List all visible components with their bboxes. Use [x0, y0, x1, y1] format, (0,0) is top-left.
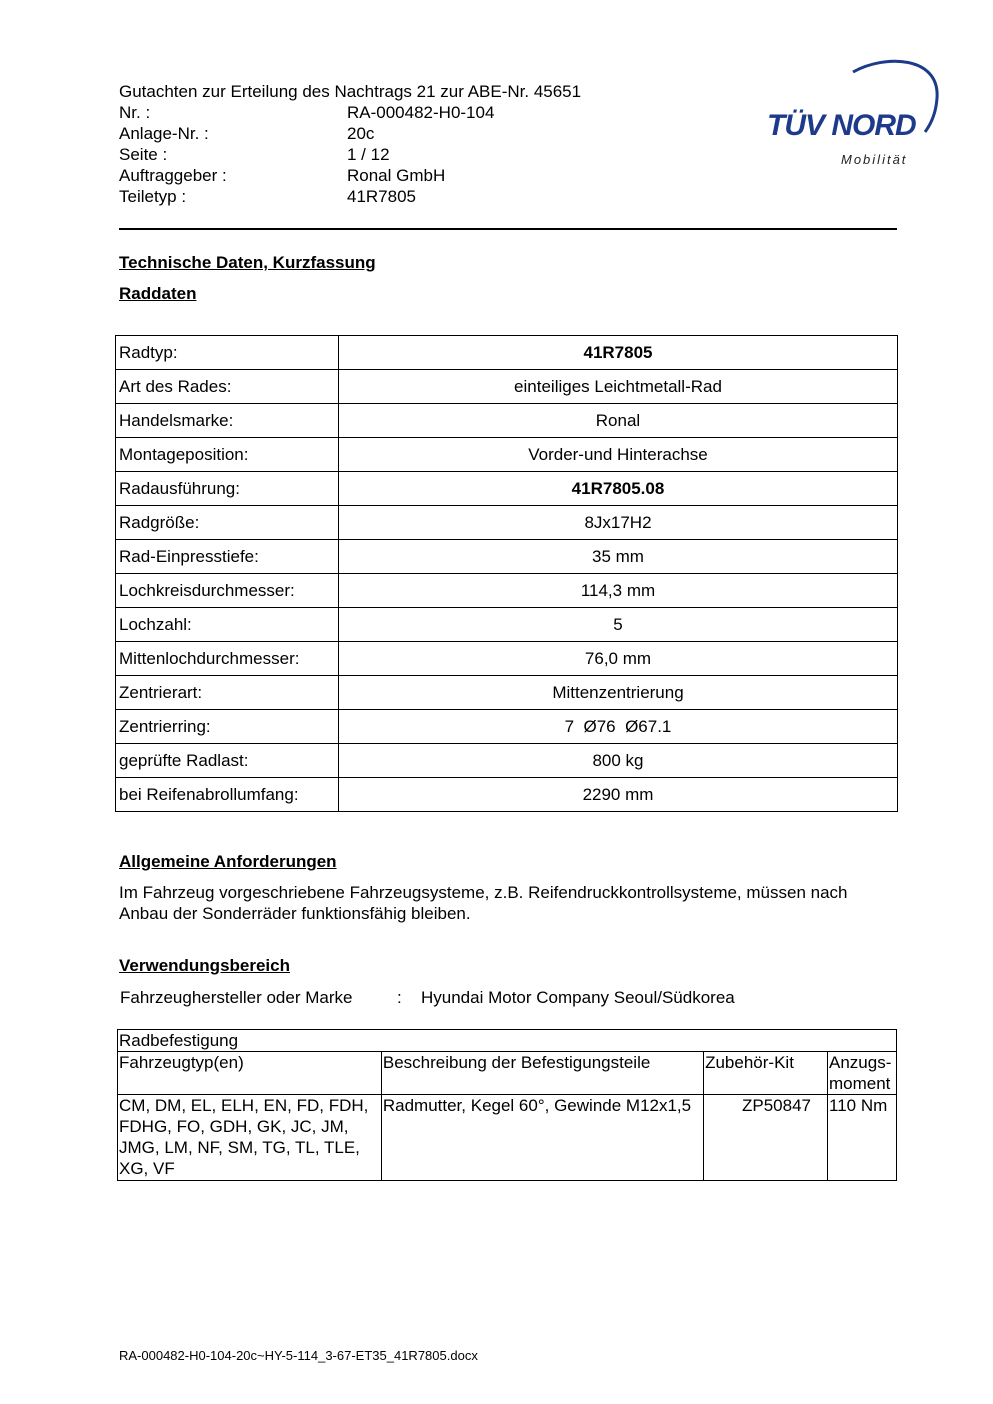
header-row-nr: [119, 102, 494, 123]
header-divider: [119, 228, 897, 230]
header-value: 41R7805: [347, 187, 417, 206]
row-value: 41R7805.08: [339, 472, 898, 506]
table-row: [116, 370, 898, 404]
table-row: [116, 676, 898, 710]
table-row: [116, 336, 898, 370]
zubehoer-kit-cell: ZP50847: [704, 1095, 828, 1181]
column-header: Fahrzeugtyp(en): [118, 1052, 382, 1095]
hersteller-label: Fahrzeughersteller oder Marke: [120, 988, 353, 1007]
section-heading-allgemein: Allgemeine Anforderungen: [119, 852, 337, 871]
table-row: [116, 438, 898, 472]
table-row: [116, 506, 898, 540]
column-header: Zubehör-Kit: [704, 1052, 828, 1095]
header-value: Ronal GmbH: [347, 166, 446, 185]
row-label: Rad-Einpresstiefe:: [116, 540, 339, 574]
header-label: Auftraggeber :: [119, 166, 227, 185]
fahrzeugtypen-cell: CM, DM, EL, ELH, EN, FD, FDH, FDHG, FO, GDH, GK, JC, JM, JMG, LM, NF, SM, TG, TL, TLE, XG, VF: [118, 1095, 382, 1181]
header-label: Teiletyp :: [119, 187, 187, 206]
header-row-anlage: [119, 123, 494, 144]
row-value: 800 kg: [339, 744, 898, 778]
header-value: RA-000482-H0-104: [347, 103, 495, 122]
header-info: [119, 102, 494, 207]
tuv-nord-logo: [765, 58, 945, 173]
row-value: 2290 mm: [339, 778, 898, 812]
table-row: [116, 472, 898, 506]
allgemein-paragraph: Im Fahrzeug vorgeschriebene Fahrzeugsysteme, z.B. Reifendruckkontrollsysteme, müssen nach Anbau der Sonderräder funktionsfähig bleiben.: [119, 883, 848, 923]
header-row-teiletyp: [119, 186, 494, 207]
table-row: [116, 778, 898, 812]
header-value: 1 / 12: [347, 145, 390, 164]
table-row: [116, 540, 898, 574]
row-value: 76,0 mm: [339, 642, 898, 676]
row-value: Ronal: [339, 404, 898, 438]
header-row-auftraggeber: [119, 165, 494, 186]
radbefestigung-table: [117, 1029, 897, 1181]
row-value: 7 Ø76 Ø67.1: [339, 710, 898, 744]
table-header-row: [118, 1052, 897, 1095]
document-title: Gutachten zur Erteilung des Nachtrags 21 zur ABE-Nr. 45651: [119, 82, 582, 101]
row-label: Lochkreisdurchmesser:: [116, 574, 339, 608]
row-label: Lochzahl:: [116, 608, 339, 642]
section-heading-verwendung: Verwendungsbereich: [119, 956, 290, 975]
section-heading-raddaten: Raddaten: [119, 284, 197, 303]
row-value: Vorder-und Hinterachse: [339, 438, 898, 472]
row-label: Radgröße:: [116, 506, 339, 540]
table-row: [116, 744, 898, 778]
row-value: 8Jx17H2: [339, 506, 898, 540]
row-label: geprüfte Radlast:: [116, 744, 339, 778]
row-label: Art des Rades:: [116, 370, 339, 404]
column-header-text: Anzugs-moment: [829, 1053, 892, 1093]
column-header: Beschreibung der Befestigungsteile: [381, 1052, 703, 1095]
row-value: 41R7805: [339, 336, 898, 370]
logo-subtitle: Mobilität: [841, 152, 908, 167]
row-label: Handelsmarke:: [116, 404, 339, 438]
footer-filename: RA-000482-H0-104-20c~HY-5-114_3-67-ET35_41R7805.docx: [119, 1348, 478, 1363]
row-label: Zentrierring:: [116, 710, 339, 744]
table-row: [118, 1095, 897, 1181]
row-label: Radausführung:: [116, 472, 339, 506]
logo-graphic: [765, 58, 945, 153]
hersteller-separator: :: [397, 988, 402, 1007]
anzugsmoment-cell: 110 Nm: [828, 1095, 897, 1181]
header-label: Seite :: [119, 145, 168, 164]
header-row-seite: [119, 144, 494, 165]
header-value: 20c: [347, 124, 375, 143]
row-label: Zentrierart:: [116, 676, 339, 710]
hersteller-row: [120, 987, 735, 1008]
table-row: [116, 710, 898, 744]
row-label: Radtyp:: [116, 336, 339, 370]
row-label: bei Reifenabrollumfang:: [116, 778, 339, 812]
row-value: 5: [339, 608, 898, 642]
table-title: Radbefestigung: [118, 1030, 897, 1052]
table-title-row: [118, 1030, 897, 1052]
raddaten-table: [115, 335, 898, 812]
column-header: [828, 1052, 897, 1095]
row-value: Mittenzentrierung: [339, 676, 898, 710]
row-value: einteiliges Leichtmetall-Rad: [339, 370, 898, 404]
row-label: Mittenlochdurchmesser:: [116, 642, 339, 676]
beschreibung-cell: Radmutter, Kegel 60°, Gewinde M12x1,5: [381, 1095, 703, 1181]
hersteller-value: Hyundai Motor Company Seoul/Südkorea: [421, 988, 735, 1007]
table-row: [116, 642, 898, 676]
header-label: Nr. :: [119, 103, 151, 122]
row-label: Montageposition:: [116, 438, 339, 472]
row-value: 35 mm: [339, 540, 898, 574]
row-value: 114,3 mm: [339, 574, 898, 608]
logo-brand-text: TÜV NORD: [767, 109, 916, 142]
table-row: [116, 404, 898, 438]
table-row: [116, 574, 898, 608]
table-row: [116, 608, 898, 642]
header-label: Anlage-Nr. :: [119, 124, 209, 143]
section-heading-technische: Technische Daten, Kurzfassung: [119, 253, 376, 272]
